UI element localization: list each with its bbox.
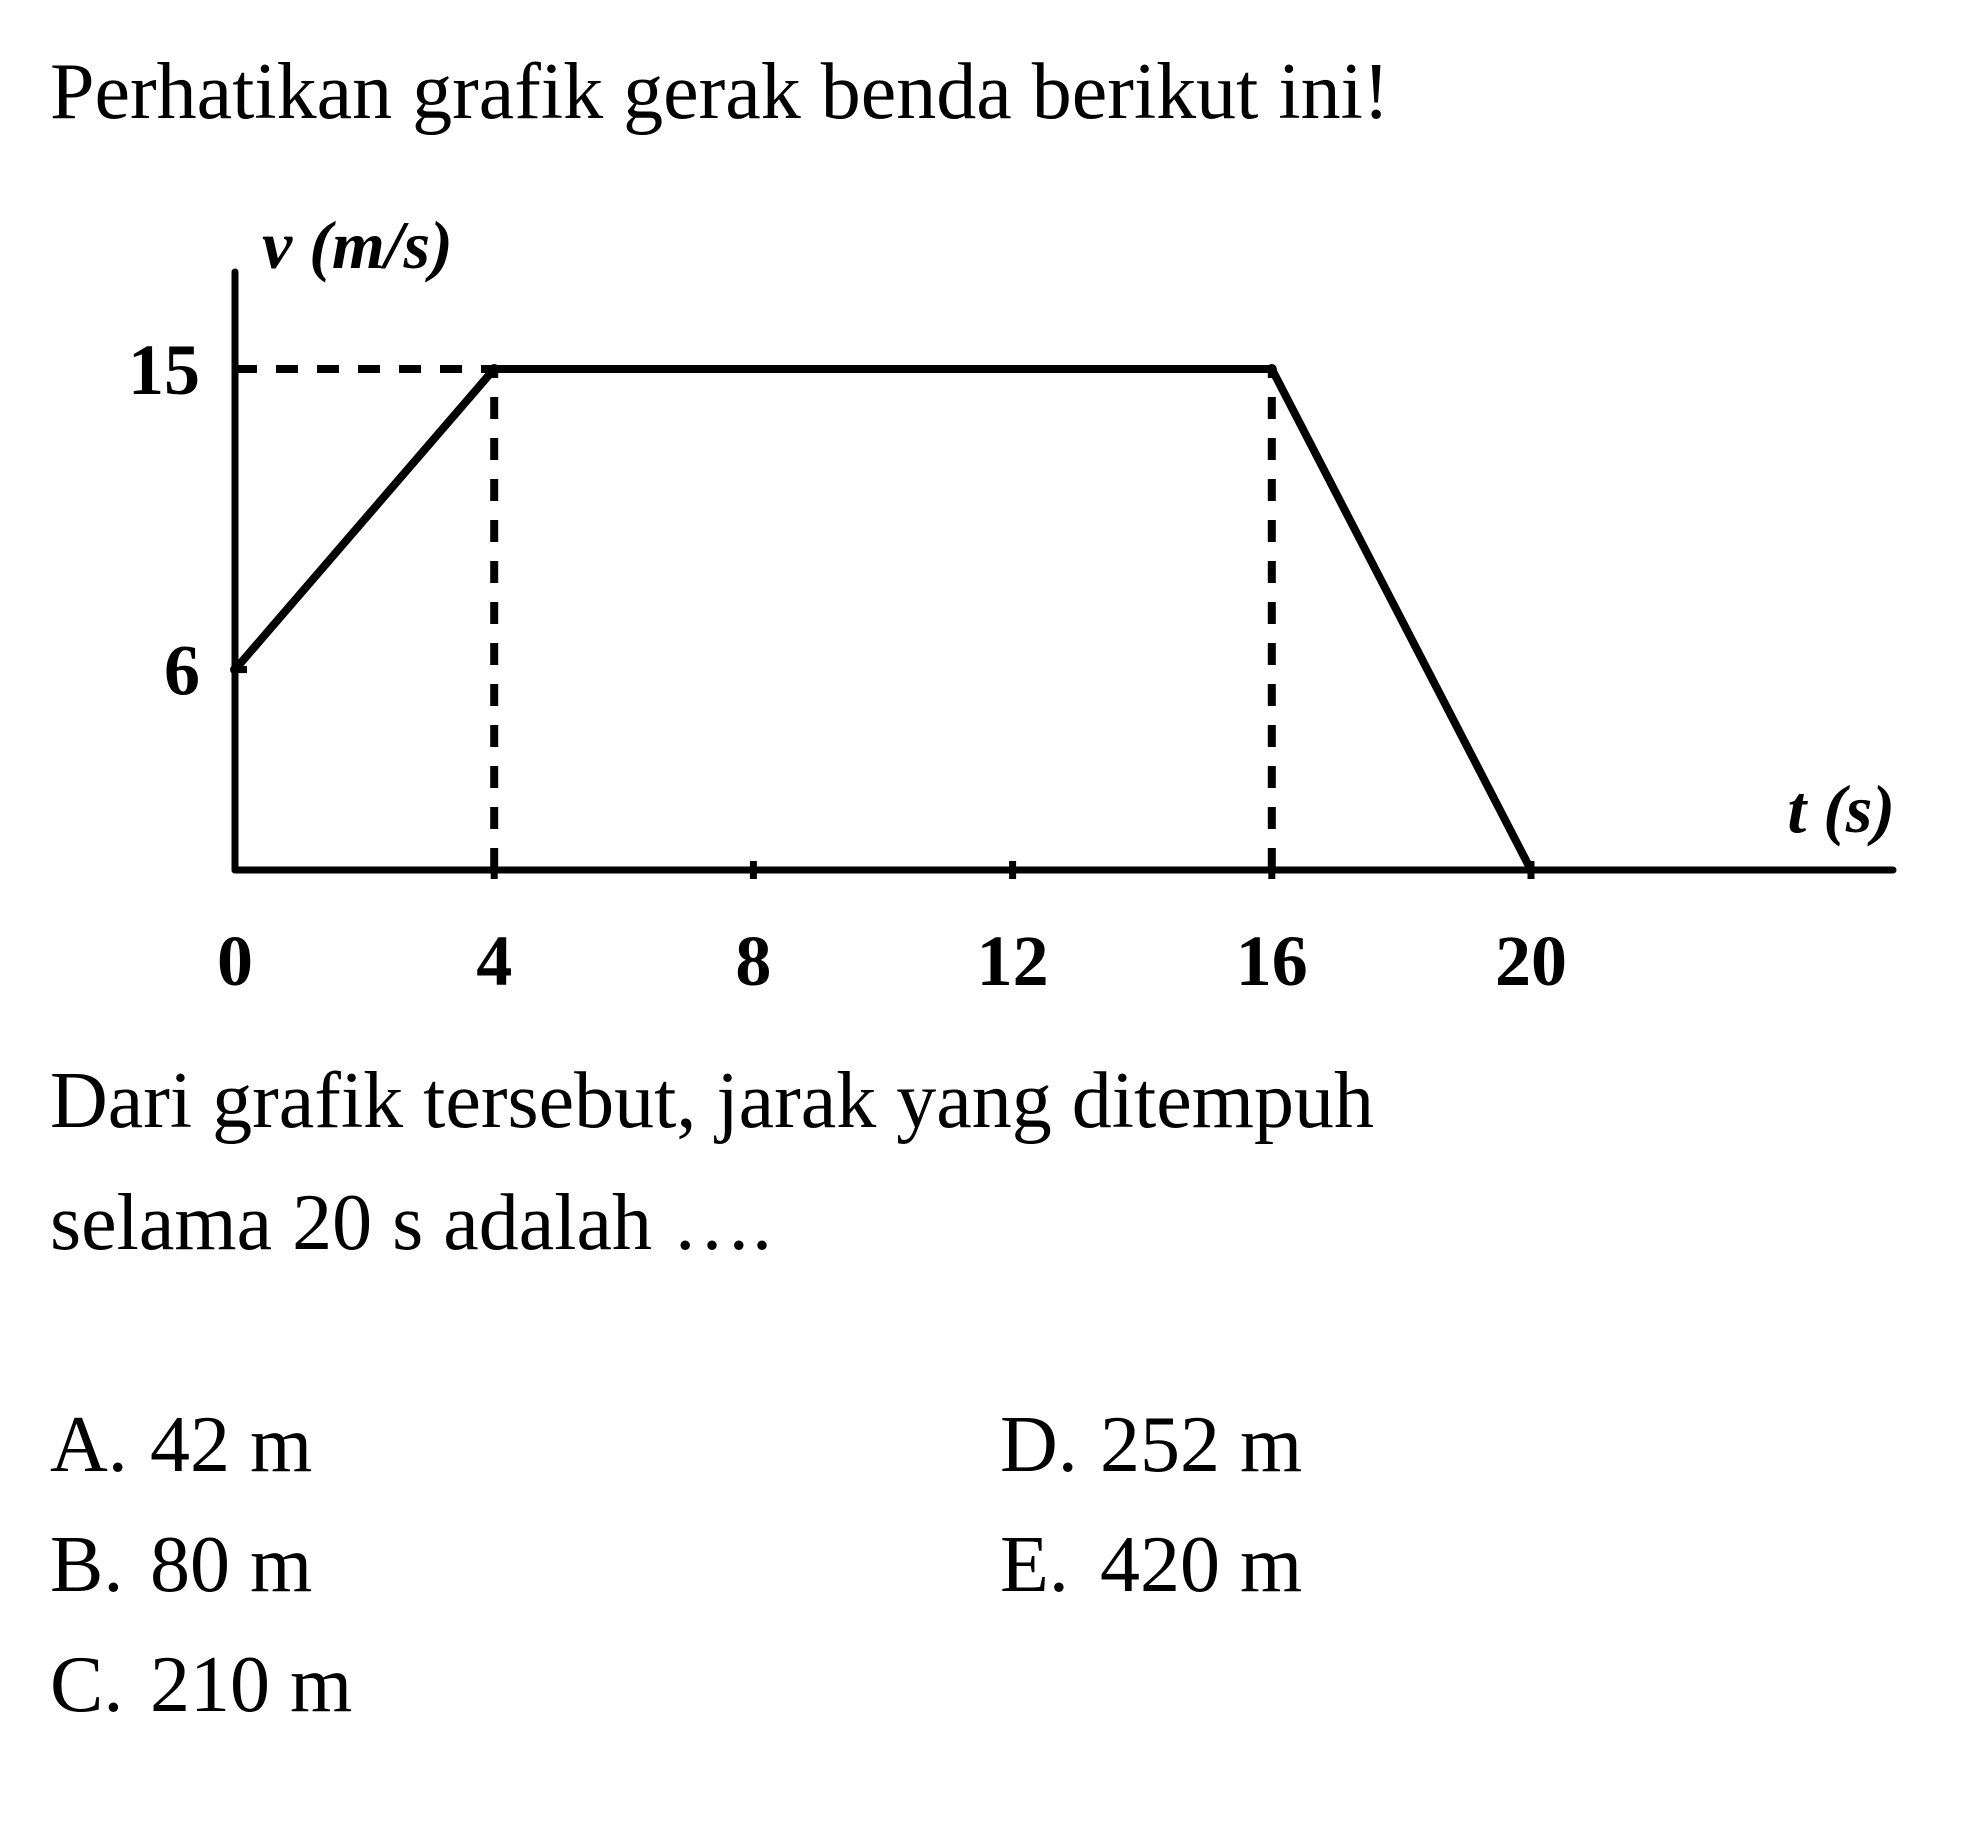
series-line-0 xyxy=(235,369,1531,870)
data-point-0-1 xyxy=(489,364,499,374)
option-b[interactable] xyxy=(50,1521,313,1609)
answer-options xyxy=(50,1401,1850,1765)
option-e[interactable] xyxy=(1000,1521,1303,1609)
x-tick-label-20: 20 xyxy=(1495,921,1567,1001)
chart-series xyxy=(230,364,1536,875)
option-c[interactable] xyxy=(50,1641,353,1729)
x-axis-label: t (s) xyxy=(1787,771,1895,847)
option-a-letter: A. xyxy=(50,1401,128,1489)
x-tick-label-16: 16 xyxy=(1235,921,1308,1001)
option-c-text: 210 m xyxy=(150,1641,353,1729)
option-c-letter: C. xyxy=(50,1641,124,1729)
option-a[interactable] xyxy=(50,1401,313,1489)
option-d[interactable] xyxy=(1000,1401,1303,1489)
option-a-text: 42 m xyxy=(150,1401,313,1489)
option-e-letter: E. xyxy=(1000,1521,1069,1609)
question-line-2: selama 20 s adalah …. xyxy=(50,1179,772,1267)
option-b-letter: B. xyxy=(50,1521,124,1609)
option-e-text: 420 m xyxy=(1100,1521,1303,1609)
y-tick-label-6: 6 xyxy=(164,630,200,711)
x-tick-label-4: 4 xyxy=(476,921,513,1001)
option-b-text: 80 m xyxy=(150,1521,313,1609)
x-tick-label-12: 12 xyxy=(976,921,1049,1001)
data-point-0-2 xyxy=(1267,364,1277,374)
option-d-text: 252 m xyxy=(1100,1401,1303,1489)
question-text xyxy=(50,1040,1950,1284)
option-d-letter: D. xyxy=(1000,1401,1078,1489)
question-line-1: Dari grafik tersebut, jarak yang ditempuh xyxy=(50,1057,1374,1145)
question-intro: Perhatikan grafik gerak benda berikut ini! xyxy=(50,48,1390,136)
tick-labels xyxy=(128,330,1567,1001)
y-tick-label-15: 15 xyxy=(128,330,200,410)
x-tick-label-8: 8 xyxy=(735,921,772,1001)
y-axis-label: v (m/s) xyxy=(262,207,453,283)
chart-axes xyxy=(235,272,1893,870)
x-tick-label-0: 0 xyxy=(217,921,253,1001)
guide-lines xyxy=(235,369,1272,870)
